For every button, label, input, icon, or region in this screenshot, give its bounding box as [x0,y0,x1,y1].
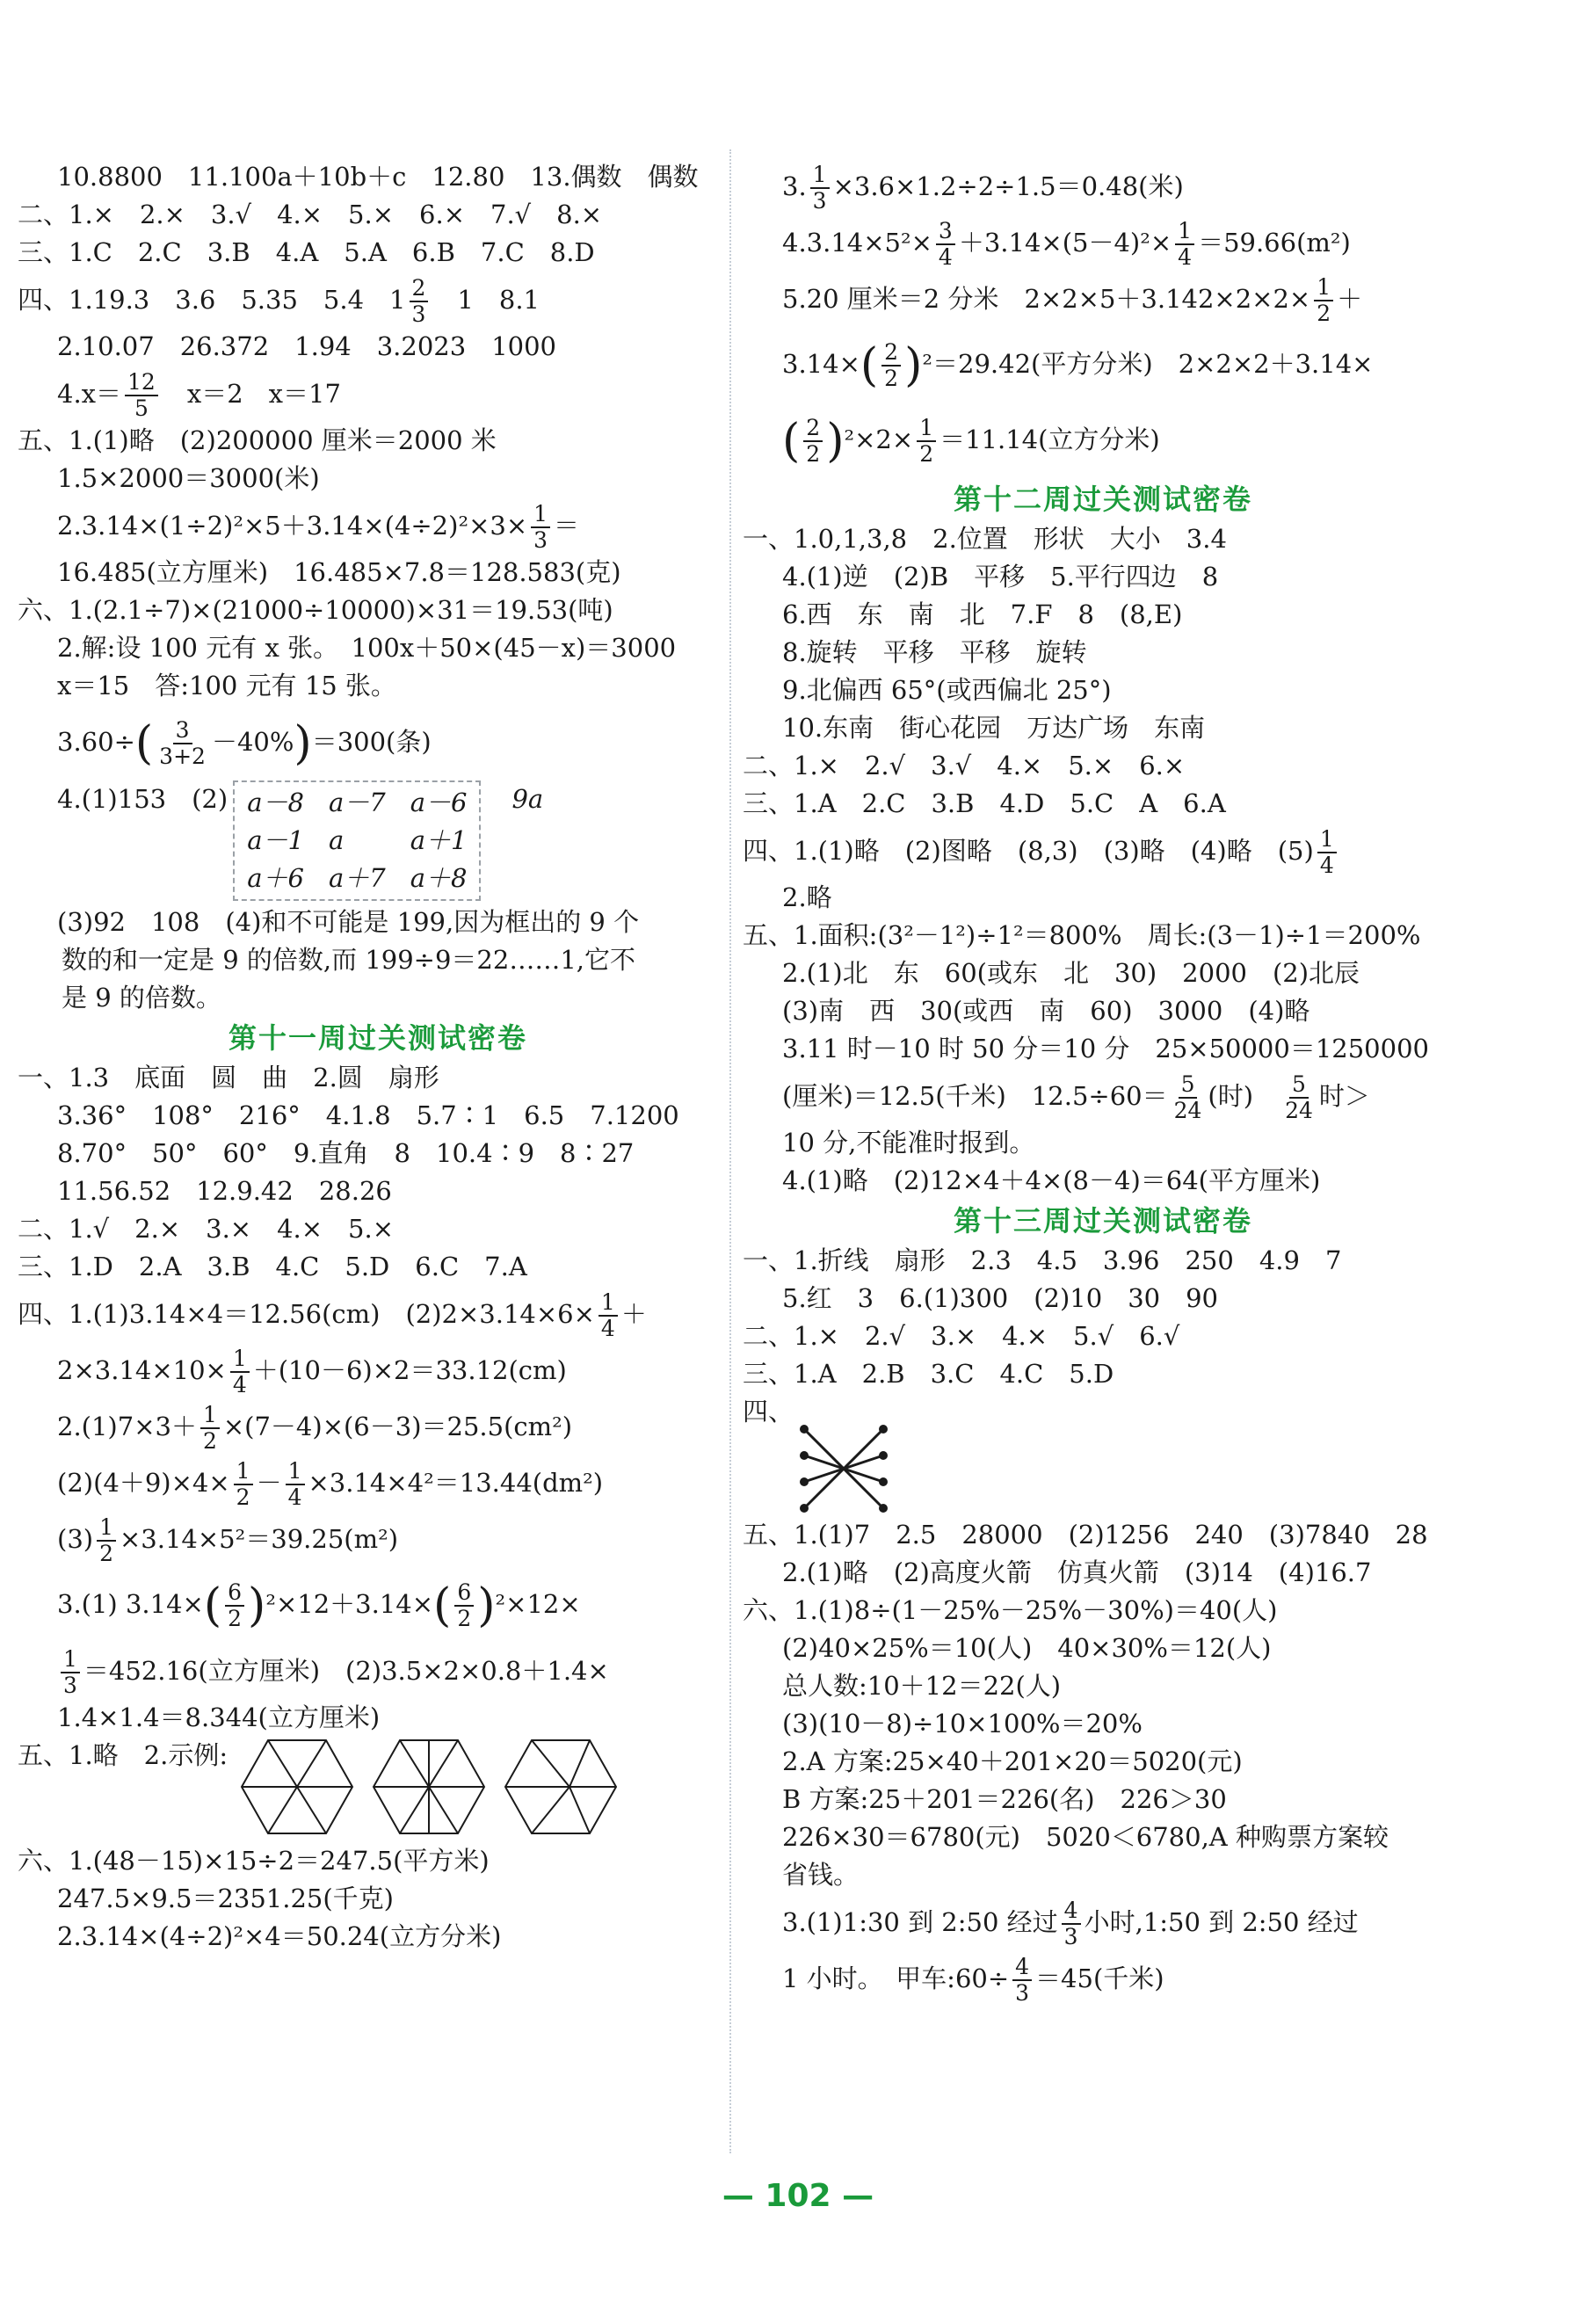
text: 4.(1)153 (2) [57,784,229,814]
answer-line: 9.北偏西 65°(或西偏北 25°) [782,675,1112,705]
fraction [410,276,429,327]
answer-line: 2.解:设 100 元有 x 张。 100x＋50×(45－x)＝3000 [57,633,677,663]
answer-line [57,1567,738,1643]
paren-open: ( [203,1579,222,1632]
denominator: 3 [1063,1924,1078,1949]
numerator: 1 [234,1459,253,1485]
denominator: 5 [134,396,149,421]
box-cell: a＋1 [410,825,468,855]
answer-line: 一、1.3 底面 圆 曲 2.圆 扇形 [18,1063,439,1092]
answer-line [782,403,1463,478]
box-cell: a＋7 [328,863,386,893]
numerator: 1 [598,1290,618,1317]
answer-line [57,1342,738,1398]
text: ＋ [620,1299,647,1329]
denominator: 4 [1178,244,1193,270]
numerator: 1 [1175,219,1194,245]
fraction [1317,827,1337,878]
text: (2)(4＋9)×4× [57,1468,230,1498]
answer-line [782,327,1463,403]
answer-line [57,1643,738,1699]
answer-line: 5.红 3 6.(1)300 (2)10 30 90 [782,1283,1219,1313]
denominator: 2 [919,441,934,467]
denominator: 24 [1285,1098,1313,1123]
right-column [743,158,1463,2007]
answer-line: 五、1.(1)7 2.5 28000 (2)1256 240 (3)7840 28 [743,1520,1428,1550]
denominator: 4 [1319,853,1334,878]
denominator: 4 [287,1484,302,1510]
answer-line: 1.4×1.4＝8.344(立方厘米) [57,1702,381,1732]
text: (时) [1208,1081,1254,1111]
answer-line [18,272,738,328]
text: ＋ [1337,284,1363,314]
answer-line [782,214,1463,271]
paren-close: ) [477,1579,496,1632]
text: ²×12＋3.14× [265,1589,434,1619]
answer-line [18,1737,738,1842]
numerator: 1 [200,1403,220,1429]
box-cell: a－1 [247,825,304,855]
text: ＋3.14×(5－4)²× [958,228,1172,258]
box-cell: a－7 [328,788,386,817]
numerator: 1 [97,1515,116,1542]
hexagon-sector-icon [240,1737,354,1838]
answer-line: 8.70° 50° 60° 9.直角 8 10.4∶9 8∶27 [57,1138,635,1168]
text: ²＝29.42(平方分米) 2×2×2＋3.14× [922,349,1374,379]
paren-close: ) [826,415,845,468]
box-cell: a－6 [410,788,468,817]
answer-line [18,1286,738,1342]
text: ²×12× [495,1589,581,1619]
fraction [225,1580,244,1631]
answer-line: 16.485(立方厘米) 16.485×7.8＝128.583(克) [57,557,621,587]
denominator: 3+2 [159,744,206,769]
answer-line [782,1894,1463,1950]
box-cell: a [328,825,345,855]
text: (厘米)＝12.5(千米) 12.5÷60＝ [782,1081,1168,1111]
denominator: 2 [228,1606,243,1631]
text: 时＞ [1318,1081,1370,1111]
numerator: 1 [531,502,550,528]
answer-line: 10 分,不能准时报到。 [782,1128,1035,1158]
fraction [936,219,955,270]
denominator: 3 [411,301,426,327]
answer-line [782,1950,1463,2007]
text: 3.60÷ [57,727,135,757]
denominator: 3 [1015,1980,1030,2006]
denominator: 2 [884,366,899,391]
fraction [156,718,208,769]
numerator: 3 [173,718,192,744]
fraction [1062,1898,1081,1949]
text: － [256,1468,282,1498]
answer-line: (3)(10－8)÷10×100%＝20% [782,1709,1143,1738]
denominator: 2 [457,1606,472,1631]
numerator: 1 [810,163,830,189]
text: 1 8.1 [457,285,540,315]
answer-line: 11.56.52 12.9.42 28.26 [57,1176,392,1206]
fraction [1175,219,1194,270]
answer-line [57,780,738,904]
text: 五、1.略 2.示例: [18,1740,229,1770]
box-cell: a＋8 [410,863,468,893]
hexagon-examples [240,1737,618,1838]
text: 1 小时。 甲车:60÷ [782,1963,1010,1993]
left-column [18,158,738,1956]
text: 四、1.(1)略 (2)图略 (8,3) (3)略 (4)略 (5) [743,836,1314,866]
answer-line: 六、1.(48－15)×15÷2＝247.5(平方米) [18,1846,490,1876]
fraction [598,1290,618,1341]
answer-line: 226×30＝6780(元) 5020＜6780,A 种购票方案较 [782,1822,1389,1852]
fraction [1282,1072,1316,1123]
fraction [230,1346,250,1397]
answer-line [782,1068,1463,1124]
text: ＝300(条) [311,727,432,757]
numerator: 1 [917,416,936,442]
numerator: 5 [1289,1072,1309,1099]
text: 9a [511,784,544,814]
answer-line: 2.(1)北 东 60(或东 北 30) 2000 (2)北辰 [782,958,1360,988]
fraction [531,502,550,553]
fraction [200,1403,220,1454]
answer-line: 1.5×2000＝3000(米) [57,463,320,493]
denominator: 24 [1173,1098,1202,1123]
fraction [917,416,936,467]
answer-line [743,823,1463,879]
answer-line: 五、1.面积:(3²－1²)÷1²＝800% 周长:(3－1)÷1＝200% [743,920,1421,950]
text: ＋(10－6)×2＝33.12(cm) [252,1355,567,1385]
denominator: 2 [806,441,821,467]
hexagon-triangles-icon [504,1737,618,1838]
numerator: 1 [230,1346,250,1373]
matching-lines-icon [795,1420,892,1517]
answer-line: 3.36° 108° 216° 4.1.8 5.7∶1 6.5 7.1200 [57,1100,679,1130]
text: ×3.14×5²＝39.25(m²) [120,1524,399,1554]
answer-line: 10.东南 街心花园 万达广场 东南 [782,713,1206,743]
text: ²×2× [844,425,914,454]
denominator: 4 [232,1372,247,1397]
text: 4.x＝ [57,379,122,409]
numerator: 5 [1179,1072,1198,1099]
fraction [454,1580,474,1631]
paren-open: ( [134,717,154,770]
numerator: 6 [454,1580,474,1607]
answer-line: 6.西 东 南 北 7.F 8 (8,E) [782,599,1183,629]
answer-line [57,1398,738,1455]
answer-line: 一、1.0,1,3,8 2.位置 形状 大小 3.4 [743,524,1227,554]
answer-line: (2)40×25%＝10(人) 40×30%＝12(人) [782,1633,1272,1663]
text: 3.(1)1:30 到 2:50 经过 [782,1907,1058,1937]
box-cell: a＋6 [247,863,304,893]
denominator: 4 [938,244,953,270]
text: 3.(1) 3.14× [57,1589,204,1619]
answer-line: 2.(1)略 (2)高度火箭 仿真火箭 (3)14 (4)16.7 [782,1557,1372,1587]
text: ＝ [554,511,580,541]
answer-line: 2.3.14×(4÷2)²×4＝50.24(立方分米) [57,1921,502,1951]
denominator: 3 [812,188,827,214]
text: ＝45(千米) [1035,1963,1164,1993]
answer-line: 五、1.(1)略 (2)200000 厘米＝2000 米 [18,425,497,455]
numerator: 1 [1317,827,1337,853]
text: 四、1.19.3 3.6 5.35 5.4 1 [18,285,406,315]
answer-line: 4.(1)逆 (2)B 平移 5.平行四边 8 [782,562,1219,592]
text: ＝452.16(立方厘米) (2)3.5×2×0.8＋1.4× [83,1656,609,1686]
answer-line [57,1455,738,1511]
answer-line: 六、1.(1)8÷(1－25%－25%－30%)＝40(人) [743,1595,1278,1625]
answer-line: 三、1.D 2.A 3.B 4.C 5.D 6.C 7.A [18,1252,527,1281]
text: －40% [211,727,294,757]
numerator: 1 [61,1647,80,1673]
text: 5.20 厘米＝2 分米 2×2×5＋3.142×2×2× [782,284,1311,314]
numerator: 4 [1062,1898,1081,1925]
fraction [1172,1072,1205,1123]
section-title: 第十二周过关测试密卷 [953,483,1252,516]
answer-line: 10.8800 11.100a＋10b＋c 12.80 13.偶数 偶数 [57,162,699,192]
section-title: 第十三周过关测试密卷 [953,1204,1252,1238]
numerator: 6 [225,1580,244,1607]
answer-line: 2.A 方案:25×40＋201×20＝5020(元) [782,1746,1243,1776]
paren-open: ( [860,339,879,392]
text: 4.3.14×5²× [782,228,932,258]
paren-open: ( [433,1579,452,1632]
text: 3.14× [782,349,860,379]
denominator: 2 [202,1428,217,1454]
numerator: 2 [881,340,901,367]
fraction [1314,275,1333,326]
fraction [810,163,830,214]
fraction [61,1647,80,1698]
fraction [234,1459,253,1510]
fraction [881,340,901,391]
text: 小时,1:50 到 2:50 经过 [1084,1907,1359,1937]
denominator: 4 [600,1316,615,1341]
paren-close: ) [294,717,312,770]
answer-line: 三、1.A 2.C 3.B 4.D 5.C A 6.A [743,788,1226,818]
numerator: 2 [410,276,429,302]
answer-line [57,705,738,780]
answer-line: 247.5×9.5＝2351.25(千克) [57,1884,394,1913]
answer-line: (3)南 西 30(或西 南 60) 3000 (4)略 [782,996,1310,1026]
fraction [125,370,158,421]
text: 2×3.14×10× [57,1355,227,1385]
denominator: 2 [99,1541,113,1566]
answer-line: 4.(1)略 (2)12×4＋4×(8－4)＝64(平方厘米) [782,1165,1321,1195]
answer-line [57,366,738,422]
numerator: 2 [803,416,823,442]
box-cell: a－8 [247,788,304,817]
answer-line: 一、1.折线 扇形 2.3 4.5 3.96 250 4.9 7 [743,1245,1342,1275]
answer-line: 三、1.C 2.C 3.B 4.A 5.A 6.B 7.C 8.D [18,237,595,267]
denominator: 3 [533,527,548,553]
numerator: 1 [1314,275,1333,301]
answer-line: B 方案:25＋201＝226(名) 226＞30 [782,1784,1227,1814]
answer-line: 8.旋转 平移 平移 旋转 [782,637,1087,667]
answer-line [57,1511,738,1567]
paren-open: ( [782,415,801,468]
text: 四、1.(1)3.14×4＝12.56(cm) (2)2×3.14×6× [18,1299,595,1329]
section-title: 第十一周过关测试密卷 [228,1021,527,1055]
answer-line: 六、1.(2.1÷7)×(21000÷10000)×31＝19.53(吨) [18,595,613,625]
text: ＝11.14(立方分米) [939,425,1160,454]
denominator: 2 [1317,301,1331,326]
answer-line: 二、1.× 2.√ 3.√ 4.× 5.× 6.× [743,751,1186,780]
answer-line: 二、1.× 2.× 3.√ 4.× 5.× 6.× 7.√ 8.× [18,200,603,229]
answer-line: 二、1.√ 2.× 3.× 4.× 5.× [18,1214,395,1244]
fraction [97,1515,116,1566]
text: (3) [57,1524,94,1554]
answer-line: 2.略 [782,882,832,912]
hexagon-split-icon [372,1737,486,1838]
answer-line: 省钱。 [782,1860,860,1890]
answer-line [782,158,1463,214]
fraction [803,416,823,467]
answer-line: (3)92 108 (4)和不可能是 199,因为框出的 9 个 [57,907,640,937]
denominator: 3 [63,1673,77,1698]
text: 2.3.14×(1÷2)²×5＋3.14×(4÷2)²×3× [57,511,528,541]
paren-close: ) [248,1579,266,1632]
paren-close: ) [904,339,923,392]
numerator: 3 [936,219,955,245]
text: ＝59.66(m²) [1198,228,1351,258]
text: x＝2 x＝17 [186,379,341,409]
fraction [1012,1955,1032,2006]
answer-line [57,497,738,554]
answer-line: 3.11 时－10 时 50 分＝10 分 25×50000＝1250000 [782,1034,1429,1063]
answer-line [743,1393,1463,1516]
text: ×3.6×1.2÷2÷1.5＝0.48(米) [832,171,1184,201]
text: ×3.14×4²＝13.44(dm²) [308,1468,604,1498]
text: 四、 [743,1397,794,1426]
denominator: 2 [236,1484,250,1510]
number-box [233,780,481,901]
answer-line: 三、1.A 2.B 3.C 4.C 5.D [743,1359,1114,1389]
numerator: 4 [1012,1955,1032,1981]
numerator: 12 [125,370,158,396]
page-number: — 102 — [722,2178,874,2214]
answer-line [782,271,1463,327]
text: 2.(1)7×3＋ [57,1412,197,1441]
fraction [286,1459,305,1510]
text: ×(7－4)×(6－3)＝25.5(cm²) [222,1412,573,1441]
numerator: 1 [286,1459,305,1485]
answer-line: 是 9 的倍数。 [62,983,221,1013]
answer-line: 总人数:10＋12＝22(人) [782,1671,1062,1701]
answer-line: 数的和一定是 9 的倍数,而 199÷9＝22……1,它不 [62,945,635,975]
text: 3. [782,171,807,201]
answer-line: 2.10.07 26.372 1.94 3.2023 1000 [57,331,557,361]
answer-line: x＝15 答:100 元有 15 张。 [57,671,396,700]
answer-line: 二、1.× 2.√ 3.× 4.× 5.√ 6.√ [743,1321,1180,1351]
